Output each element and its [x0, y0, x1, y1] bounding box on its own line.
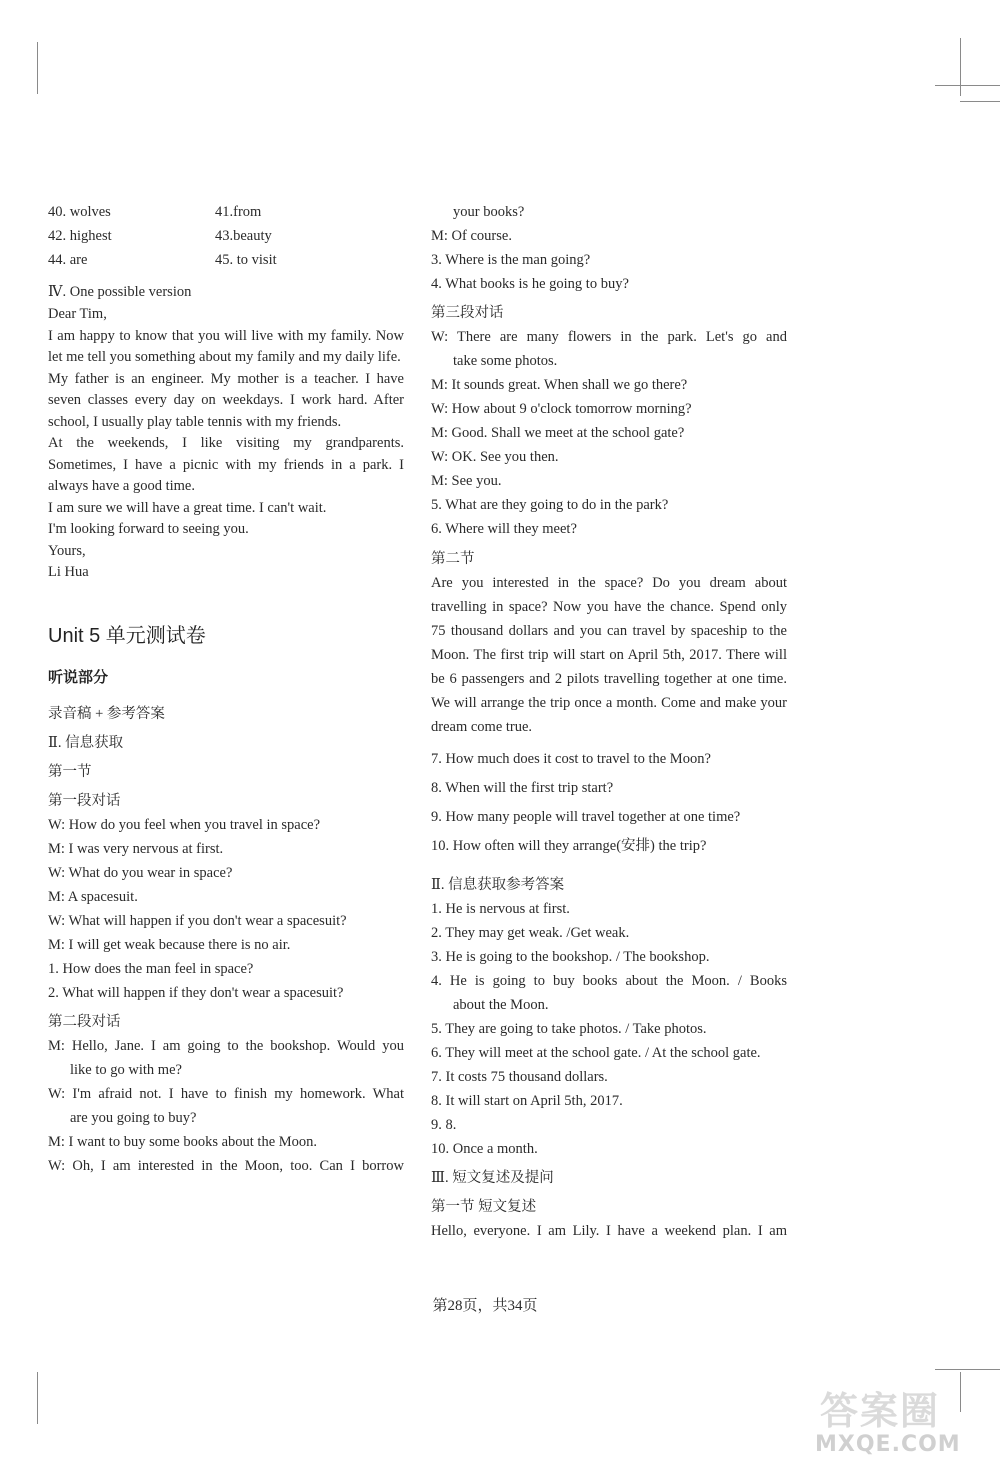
writing-paragraph: My father is an engineer. My mother is a teacher. I have seven classes every day on weekdays. I work hard. After school, I usually play table tennis with my friends.: [48, 370, 404, 430]
crop-mark-top-right-vertical: [960, 38, 961, 96]
crop-mark-top-right-horizontal: [935, 85, 1000, 86]
dialog-line: M: I will get weak because there is no air.: [48, 936, 291, 953]
dialog-title: 第三段对话: [431, 305, 504, 321]
writing-closing: Yours,: [48, 542, 86, 559]
dialog-line: W: There are many flowers in the park. Let's go and: [431, 329, 787, 345]
section-heading: Ⅱ. 信息获取: [48, 734, 124, 751]
dialog-line: W: What do you wear in space?: [48, 864, 233, 881]
dialog-line: M: I want to buy some books about the Moon.: [48, 1133, 318, 1150]
dialog-1: [48, 813, 404, 1005]
dialog-title: 第一段对话: [48, 792, 121, 809]
answers-grid: [48, 200, 404, 272]
dialog-2: [48, 1034, 404, 1178]
writing-salutation: Dear Tim,: [48, 306, 107, 322]
question-line: 4. What books is he going to buy?: [431, 276, 629, 292]
question-line: 7. How much does it cost to travel to the Moon?: [431, 751, 711, 767]
dialog-line: M: Of course.: [431, 228, 512, 244]
answers-heading: Ⅱ. 信息获取参考答案: [431, 877, 565, 893]
writing-paragraph: I am happy to know that you will live with my family. Now let me tell you something about my family and my daily life.: [48, 327, 404, 365]
answer-44: 44. are: [48, 252, 88, 268]
writing-paragraph: At the weekends, I like visiting my grandparents. Sometimes, I have a picnic with my friends in a park. I always have a good time.: [48, 435, 404, 494]
subsection-heading: 第一节 短文复述: [431, 1199, 537, 1215]
question-line: 1. How does the man feel in space?: [48, 960, 254, 977]
answer-41: 41.from: [215, 204, 262, 220]
dialog-line: W: Oh, I am interested in the Moon, too. Can I borrow: [48, 1157, 404, 1174]
subsection-heading: 第一节: [48, 763, 92, 780]
answer-line: 2. They may get weak. /Get weak.: [431, 925, 630, 941]
answer-line: 5. They are going to take photos. / Take photos.: [431, 1021, 707, 1037]
right-column: [431, 200, 787, 1243]
dialog-line-continuation: your books?: [453, 204, 525, 220]
dialog-line: W: What will happen if you don't wear a spacesuit?: [48, 912, 347, 929]
dialog-3: [431, 325, 787, 541]
writing-signature: Li Hua: [48, 564, 89, 580]
watermark-site: MXQE.COM: [815, 1432, 961, 1457]
left-column: [48, 200, 404, 1178]
subsection-heading: 第二节: [431, 551, 475, 567]
unit-title: Unit 5 单元测试卷: [48, 624, 206, 647]
answer-line: 1. He is nervous at first.: [431, 901, 570, 917]
dialog-line: W: OK. See you then.: [431, 449, 559, 465]
dialog-line: M: A spacesuit.: [48, 888, 138, 905]
dialog-line: M: See you.: [431, 473, 502, 489]
section-heading: Ⅲ. 短文复述及提问: [431, 1170, 554, 1186]
question-line: 8. When will the first trip start?: [431, 780, 614, 796]
answer-42: 42. highest: [48, 228, 112, 244]
script-label: 录音稿 + 参考答案: [48, 705, 165, 722]
dialog-line-continuation: like to go with me?: [70, 1061, 182, 1078]
answer-line: 4. He is going to buy books about the Moon. / Books: [431, 973, 787, 989]
answer-45: 45. to visit: [215, 252, 277, 268]
dialog-line: W: I'm afraid not. I have to finish my homework. What: [48, 1085, 404, 1102]
answer-line: 8. It will start on April 5th, 2017.: [431, 1093, 623, 1109]
question-line: 6. Where will they meet?: [431, 521, 577, 537]
question-line: 2. What will happen if they don't wear a spacesuit?: [48, 984, 344, 1001]
question-line: 5. What are they going to do in the park?: [431, 497, 669, 513]
dialog-line: M: Hello, Jane. I am going to the bookshop. Would you: [48, 1037, 404, 1054]
question-line: 10. How often will they arrange(安排) the trip?: [431, 838, 707, 854]
dialog-line-continuation: are you going to buy?: [70, 1109, 197, 1126]
dialog-line: M: I was very nervous at first.: [48, 840, 224, 857]
writing-heading: Ⅳ. One possible version: [48, 284, 192, 300]
answer-line: 7. It costs 75 thousand dollars.: [431, 1069, 608, 1085]
writing-paragraph: I'm looking forward to seeing you.: [48, 521, 249, 537]
answer-line: 10. Once a month.: [431, 1141, 538, 1157]
page-number: 第28页，共34页: [432, 1298, 538, 1314]
answer-40: 40. wolves: [48, 204, 111, 220]
dialog-line: M: It sounds great. When shall we go there?: [431, 377, 688, 393]
watermark-logo: 答案圈: [820, 1389, 941, 1433]
crop-mark-bottom-right-horizontal: [935, 1369, 1000, 1370]
dialog-line: W: How do you feel when you travel in space?: [48, 816, 321, 833]
crop-mark-bottom-left: [37, 1372, 38, 1424]
dialog-line: M: Good. Shall we meet at the school gate?: [431, 425, 685, 441]
dialog-line-continuation: take some photos.: [453, 353, 558, 369]
crop-mark-top-left: [37, 42, 38, 94]
answer-43: 43.beauty: [215, 228, 272, 244]
dialog-title: 第二段对话: [48, 1013, 121, 1030]
question-line: 9. How many people will travel together at one time?: [431, 809, 741, 825]
part-title: 听说部分: [48, 668, 109, 686]
dialog-line: W: How about 9 o'clock tomorrow morning?: [431, 401, 692, 417]
writing-paragraph: I am sure we will have a great time. I can't wait.: [48, 499, 327, 516]
question-line: 3. Where is the man going?: [431, 252, 591, 268]
passage-questions: [431, 745, 787, 861]
answer-line: 3. He is going to the bookshop. / The bookshop.: [431, 949, 710, 965]
crop-mark-top-right-horizontal-2: [960, 101, 1000, 102]
answers-list: [431, 897, 787, 1161]
answer-line-continuation: about the Moon.: [453, 997, 549, 1013]
retell-text: Hello, everyone. I am Lily. I have a weekend plan. I am: [431, 1223, 787, 1239]
passage: Are you interested in the space? Do you dream about travelling in space? Now you have the chance. Spend only 75 thousand dollars and you can travel by spaceship to the Moon. The first trip will start on April 5th, 2017. There will be 6 passengers and 2 pilots travelling together at one time. We will arrange the trip once a month. Come and make your dream come true.: [431, 575, 787, 735]
answer-line: 9. 8.: [431, 1117, 457, 1133]
answer-line: 6. They will meet at the school gate. / At the school gate.: [431, 1045, 761, 1061]
